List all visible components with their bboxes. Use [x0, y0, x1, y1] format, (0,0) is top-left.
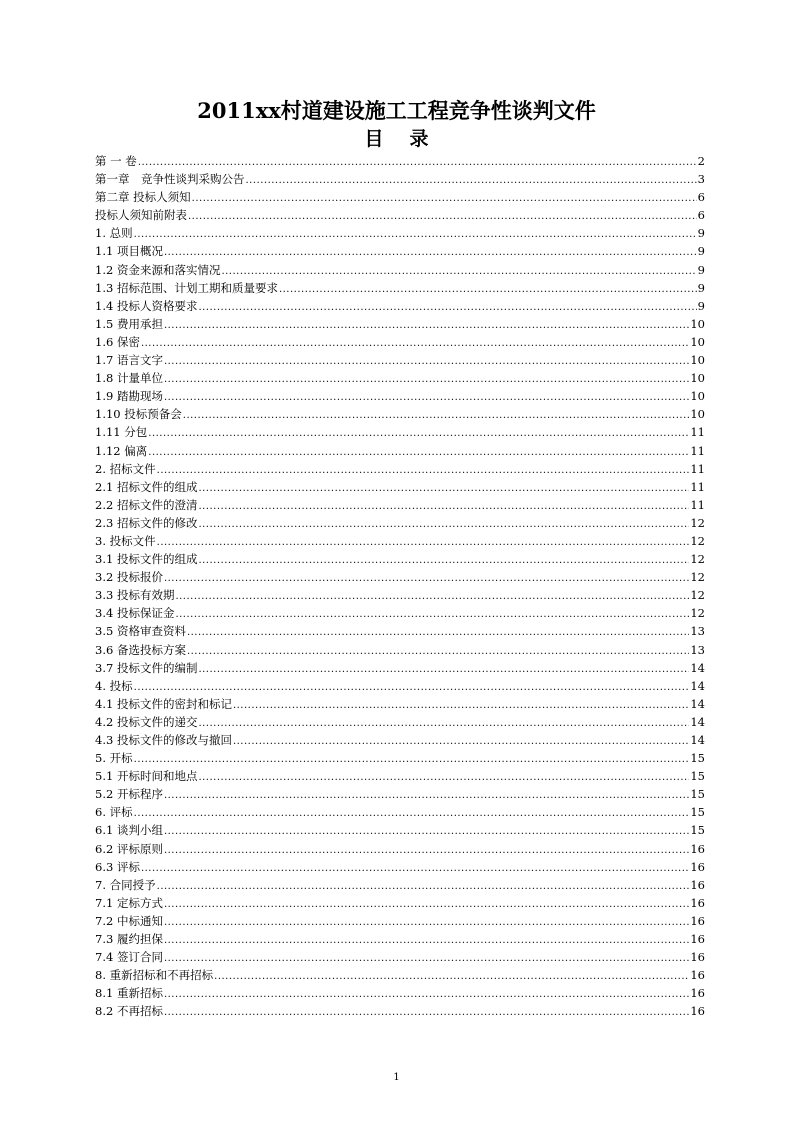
toc-entry[interactable]: [95, 586, 705, 604]
toc-entry-label: 5. 开标: [95, 751, 133, 766]
toc-entry[interactable]: [95, 405, 705, 423]
toc-entry-page: 12: [690, 533, 705, 548]
toc-entry-page: 12: [690, 606, 705, 621]
toc-entry[interactable]: [95, 948, 705, 966]
toc-leader-dots: [188, 208, 697, 226]
toc-leader-dots: [246, 172, 697, 190]
toc-leader-dots: [198, 552, 689, 570]
toc-entry[interactable]: [95, 604, 705, 622]
toc-entry[interactable]: [95, 514, 705, 532]
toc-leader-dots: [175, 588, 689, 606]
toc-leader-dots: [187, 624, 689, 642]
toc-entry-page: 15: [690, 769, 705, 784]
toc-entry[interactable]: [95, 297, 705, 315]
toc-leader-dots: [164, 389, 689, 407]
toc-entry-page: 16: [690, 877, 705, 892]
toc-entry-label: 1.3 招标范围、计划工期和质量要求: [95, 280, 278, 295]
toc-leader-dots: [198, 769, 689, 787]
document-title: 2011xx村道建设施工工程竞争性谈判文件: [197, 98, 596, 123]
toc-entry-page: 9: [697, 280, 705, 295]
toc-entry-label: 1.7 语言文字: [95, 353, 163, 368]
toc-entry[interactable]: [95, 984, 705, 1002]
toc-entry-label: 7. 合同授予: [95, 877, 156, 892]
toc-entry-label: 1.2 资金来源和落实情况: [95, 262, 221, 277]
toc-entry-label: 5.2 开标程序: [95, 787, 163, 802]
toc-entry-page: 11: [690, 479, 705, 494]
toc-entry-label: 8. 重新招标和不再招标: [95, 968, 214, 983]
toc-entry-label: 4.2 投标文件的递交: [95, 714, 198, 729]
toc-entry-page: 12: [690, 552, 705, 567]
toc-entry-label: 1.1 项目概况: [95, 244, 163, 259]
toc-entry[interactable]: [95, 930, 705, 948]
toc-entry-label: 7.2 中标通知: [95, 913, 163, 928]
toc-entry-page: 16: [690, 895, 705, 910]
toc-entry-page: 13: [690, 624, 705, 639]
toc-leader-dots: [175, 606, 689, 624]
toc-entry-page: 16: [690, 968, 705, 983]
toc-leader-dots: [148, 444, 689, 462]
toc-entry[interactable]: [95, 550, 705, 568]
toc-entry-label: 1.12 偏离: [95, 443, 148, 458]
toc-entry[interactable]: [95, 188, 705, 206]
toc-leader-dots: [233, 697, 689, 715]
toc-leader-dots: [233, 733, 689, 751]
toc-entry[interactable]: [95, 387, 705, 405]
toc-entry-page: 10: [690, 316, 705, 331]
toc-entry-label: 7.1 定标方式: [95, 895, 163, 910]
toc-entry[interactable]: [95, 858, 705, 876]
toc-entry[interactable]: [95, 641, 705, 659]
toc-leader-dots: [187, 643, 689, 661]
toc-entry-label: 3.1 投标文件的组成: [95, 552, 198, 567]
toc-entry-page: 16: [690, 932, 705, 947]
toc-leader-dots: [198, 498, 689, 516]
toc-entry[interactable]: [95, 460, 705, 478]
toc-entry[interactable]: [95, 369, 705, 387]
toc-leader-dots: [141, 335, 689, 353]
toc-entry[interactable]: [95, 261, 705, 279]
toc-leader-dots: [141, 860, 689, 878]
toc-leader-dots: [279, 281, 697, 299]
toc-entry[interactable]: [95, 731, 705, 749]
toc-entry-page: 9: [697, 226, 705, 241]
toc-entry-page: 15: [690, 751, 705, 766]
toc-leader-dots: [134, 226, 697, 244]
toc-entry-label: 6.1 谈判小组: [95, 823, 163, 838]
toc-entry-label: 第一章 竞争性谈判采购公告: [95, 172, 245, 187]
toc-entry-label: 1.10 投标预备会: [95, 407, 182, 422]
toc-entry-label: 7.3 履约担保: [95, 932, 163, 947]
toc-entry-label: 2.2 招标文件的澄清: [95, 497, 198, 512]
toc-leader-dots: [164, 896, 689, 914]
toc-entry-label: 3. 投标文件: [95, 533, 156, 548]
toc-entry-label: 1.4 投标人资格要求: [95, 298, 198, 313]
toc-entry-page: 16: [690, 913, 705, 928]
toc-entry-page: 16: [690, 950, 705, 965]
toc-entry-page: 12: [690, 570, 705, 585]
toc-entry-label: 3.6 备选投标方案: [95, 642, 186, 657]
toc-leader-dots: [183, 407, 690, 425]
toc-leader-dots: [134, 805, 690, 823]
toc-entry[interactable]: [95, 622, 705, 640]
toc-heading: 目录: [364, 128, 455, 150]
toc-entry-page: 14: [690, 660, 705, 675]
toc-entry[interactable]: [95, 803, 705, 821]
toc-entry-page: 9: [697, 244, 705, 259]
toc-leader-dots: [157, 462, 690, 480]
toc-entry[interactable]: [95, 821, 705, 839]
toc-entry-page: 11: [690, 443, 705, 458]
toc-entry[interactable]: [95, 713, 705, 731]
toc-leader-dots: [198, 480, 689, 498]
toc-leader-dots: [134, 751, 690, 769]
toc-entry-page: 15: [690, 787, 705, 802]
toc-entry[interactable]: [95, 1002, 705, 1020]
toc-entry-page: 10: [690, 389, 705, 404]
toc-entry[interactable]: [95, 152, 705, 170]
toc-entry[interactable]: [95, 767, 705, 785]
toc-entry-page: 11: [690, 497, 705, 512]
toc-leader-dots: [198, 715, 689, 733]
toc-entry-label: 4. 投标: [95, 678, 133, 693]
toc-leader-dots: [164, 950, 689, 968]
toc-entry-label: 2.3 招标文件的修改: [95, 515, 198, 530]
toc-entry[interactable]: [95, 677, 705, 695]
toc-entry[interactable]: [95, 315, 705, 333]
toc-entry-page: 9: [697, 298, 705, 313]
toc-entry-page: 14: [690, 696, 705, 711]
toc-entry-label: 3.5 资格审查资料: [95, 624, 186, 639]
toc-entry[interactable]: [95, 749, 705, 767]
toc-entry-page: 12: [690, 515, 705, 530]
toc-leader-dots: [198, 661, 689, 679]
toc-entry-page: 14: [690, 678, 705, 693]
toc-entry[interactable]: [95, 659, 705, 677]
toc-leader-dots: [164, 317, 689, 335]
table-of-contents: [95, 152, 705, 1021]
toc-entry[interactable]: [95, 351, 705, 369]
toc-entry[interactable]: [95, 279, 705, 297]
toc-leader-dots: [164, 353, 689, 371]
toc-entry-label: 3.3 投标有效期: [95, 588, 175, 603]
toc-entry[interactable]: [95, 423, 705, 441]
toc-entry-label: 1.11 分包: [95, 425, 148, 440]
toc-leader-dots: [164, 932, 689, 950]
toc-entry-label: 第 一 卷: [95, 154, 137, 168]
toc-entry-page: 13: [690, 642, 705, 657]
toc-entry[interactable]: [95, 785, 705, 803]
toc-entry-page: 11: [690, 461, 705, 476]
toc-entry-page: 14: [690, 733, 705, 747]
toc-entry[interactable]: [95, 333, 705, 351]
toc-entry-label: 8.2 不再招标: [95, 1004, 163, 1019]
toc-entry-label: 第二章 投标人须知: [95, 190, 191, 205]
toc-entry[interactable]: [95, 912, 705, 930]
toc-leader-dots: [198, 516, 689, 534]
toc-entry-page: 3: [697, 172, 705, 187]
toc-entry-label: 5.1 开标时间和地点: [95, 769, 198, 784]
toc-entry-page: 16: [690, 986, 705, 1001]
toc-entry-label: 6.3 评标: [95, 859, 140, 874]
toc-entry[interactable]: [95, 532, 705, 550]
toc-leader-dots: [164, 842, 689, 860]
toc-leader-dots: [192, 190, 697, 208]
toc-leader-dots: [164, 371, 689, 389]
toc-leader-dots: [164, 787, 689, 805]
toc-entry-label: 1.6 保密: [95, 334, 140, 349]
toc-entry-label: 1.8 计量单位: [95, 371, 163, 386]
toc-entry-page: 10: [690, 334, 705, 349]
toc-entry-page: 16: [690, 841, 705, 856]
toc-entry-page: 16: [690, 1004, 705, 1019]
toc-entry-label: 8.1 重新招标: [95, 986, 163, 1001]
toc-entry-label: 4.3 投标文件的修改与撤回: [95, 733, 232, 747]
toc-leader-dots: [148, 425, 689, 443]
toc-entry[interactable]: [95, 242, 705, 260]
toc-entry-label: 2. 招标文件: [95, 461, 156, 476]
toc-entry-label: 4.1 投标文件的密封和标记: [95, 696, 232, 711]
toc-entry-label: 1.5 费用承担: [95, 316, 163, 331]
toc-entry[interactable]: [95, 894, 705, 912]
toc-entry[interactable]: [95, 478, 705, 496]
toc-entry-page: 15: [690, 805, 705, 820]
toc-entry-page: 11: [690, 425, 705, 440]
toc-leader-dots: [221, 263, 696, 281]
toc-entry-page: 15: [690, 823, 705, 838]
toc-leader-dots: [164, 244, 697, 262]
toc-entry-label: 3.2 投标报价: [95, 570, 163, 585]
toc-entry-label: 投标人须知前附表: [95, 208, 187, 223]
toc-leader-dots: [164, 1004, 689, 1022]
toc-entry-page: 12: [690, 588, 705, 603]
toc-entry-label: 1.9 踏勘现场: [95, 389, 163, 404]
toc-entry-label: 3.7 投标文件的编制: [95, 660, 198, 675]
toc-entry-page: 10: [690, 371, 705, 386]
toc-leader-dots: [164, 570, 689, 588]
toc-leader-dots: [164, 823, 689, 841]
toc-entry-page: 2: [697, 154, 705, 168]
toc-entry[interactable]: [95, 206, 705, 224]
toc-entry-page: 9: [697, 262, 705, 277]
toc-entry-label: 1. 总则: [95, 226, 133, 241]
toc-entry[interactable]: [95, 840, 705, 858]
toc-entry[interactable]: [95, 496, 705, 514]
page-number: 1: [393, 1072, 400, 1083]
toc-entry[interactable]: [95, 876, 705, 894]
toc-entry[interactable]: [95, 966, 705, 984]
toc-leader-dots: [164, 986, 689, 1004]
toc-entry[interactable]: [95, 170, 705, 188]
toc-entry-page: 10: [690, 407, 705, 422]
toc-entry-page: 6: [697, 190, 705, 205]
toc-entry-label: 3.4 投标保证金: [95, 606, 175, 621]
toc-entry-label: 6.2 评标原则: [95, 841, 163, 856]
toc-leader-dots: [164, 914, 689, 932]
toc-entry-page: 6: [697, 208, 705, 223]
toc-entry[interactable]: [95, 442, 705, 460]
toc-entry-page: 10: [690, 353, 705, 368]
toc-leader-dots: [198, 299, 696, 317]
toc-entry-page: 16: [690, 859, 705, 874]
toc-entry-label: 6. 评标: [95, 805, 133, 820]
toc-entry-page: 14: [690, 714, 705, 729]
toc-leader-dots: [157, 878, 690, 896]
toc-entry[interactable]: [95, 695, 705, 713]
toc-entry-label: 7.4 签订合同: [95, 950, 163, 965]
toc-entry[interactable]: [95, 568, 705, 586]
toc-leader-dots: [214, 968, 689, 986]
toc-entry-label: 2.1 招标文件的组成: [95, 479, 198, 494]
toc-entry[interactable]: [95, 224, 705, 242]
toc-leader-dots: [157, 534, 690, 552]
